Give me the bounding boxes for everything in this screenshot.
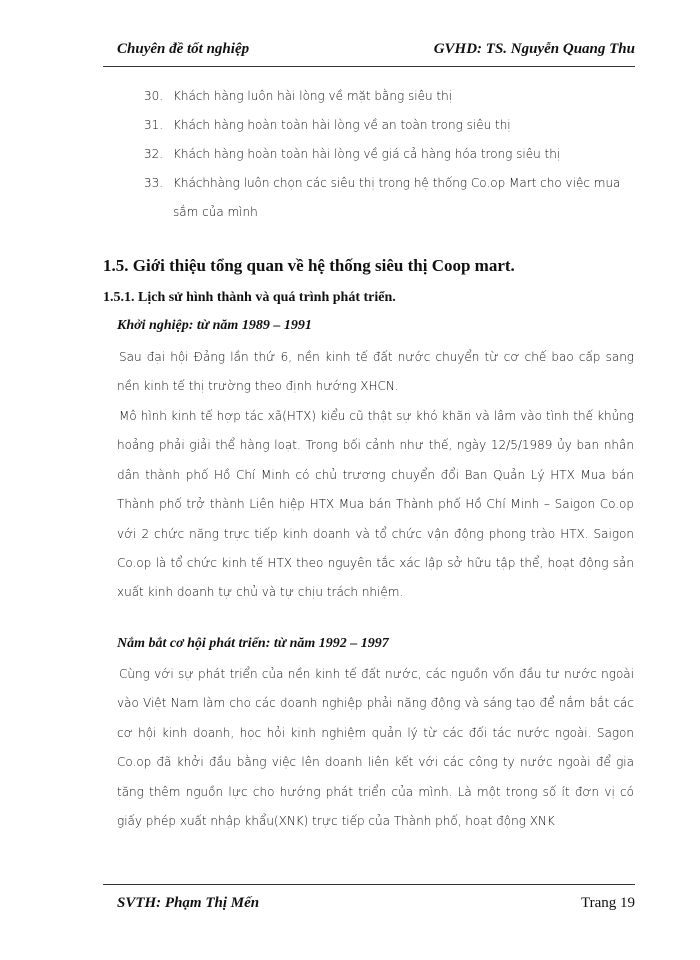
list-item-number: 33.	[144, 176, 164, 190]
list-item	[144, 140, 644, 169]
period1-paragraph-1: Sau đại hội Đảng lần thứ 6, nền kinh tế đất nước chuyển từ cơ chế bao cấp sang nền kinh tế thị trường theo định hướng XHCN.	[117, 350, 634, 394]
period2-title: Nắm bắt cơ hội phát triển: từ năm 1992 – 1997	[117, 636, 389, 651]
list-item-number: 31.	[144, 118, 164, 132]
period1-title: Khởi nghiệp: từ năm 1989 – 1991	[117, 318, 312, 333]
page-header	[103, 32, 635, 67]
subsection-heading: 1.5.1. Lịch sử hình thành và quá trình phát triển.	[103, 290, 396, 305]
list-item-number: 30.	[144, 89, 164, 103]
header-supervisor: GVHD: TS. Nguyễn Quang Thu	[433, 41, 635, 57]
page-number: Trang 19	[580, 895, 635, 911]
page-footer	[103, 884, 635, 911]
list-item	[144, 111, 644, 140]
list-item-number: 32.	[144, 147, 164, 161]
list-item-text: Khách hàng luôn hài lòng về mặt bằng siêu thị	[173, 89, 453, 103]
footer-student: SVTH: Phạm Thị Mến	[117, 895, 260, 911]
list-item-text: Khách hàng hoàn toàn hài lòng về giá cả hàng hóa trong siêu thị	[173, 147, 561, 161]
list-item	[144, 169, 644, 227]
list-item-text: Kháchhàng luôn chọn các siêu thị trong hệ thống Co.op Mart cho việc mua sắm của mình	[173, 176, 621, 219]
list-item-text: Khách hàng hoàn toàn hài lòng về an toàn trong siêu thị	[173, 118, 511, 132]
section-heading: 1.5. Giới thiệu tổng quan về hệ thống siêu thị Coop mart.	[103, 256, 515, 275]
list-item	[144, 82, 644, 111]
header-title: Chuyên đề tốt nghiệp	[117, 41, 250, 57]
period2-paragraph-1: Cùng với sự phát triển của nền kinh tế đất nước, các nguồn vốn đầu tư nước ngoài vào Việt Nam làm cho các doanh nghiệp phải năng động và sáng tạo để nắm bắt các cơ hội kinh doanh, học hỏi kinh nghiệm quản lý từ các đối tác nước ngoài. Sagon Co.op đã khởi đầu bằng việc lên doanh liên kết với các công ty nước ngoài để gia tăng thêm nguồn lực cho hướng phát triển của mình. Là một trong số ít đơn vị có giấy phép xuất nhập khẩu(XNK) trực tiếp của Thành phố, hoạt động XNK	[117, 667, 634, 829]
criteria-list	[144, 82, 644, 227]
period1-paragraph-2: Mô hình kinh tế hợp tác xã(HTX) kiểu cũ thật sự khó khăn và lâm vào tình thế khủng hoảng phải giải thể hàng loạt. Trong bối cảnh như thế, ngày 12/5/1989 ủy ban nhân dân thành phố Hồ Chí Minh có chủ trương chuyển đổi Ban Quản Lý HTX Mua bán Thành phố trở thành Liên hiệp HTX Mua bán Thành phố Hồ Chí Minh – Saigon Co.op với 2 chức năng trực tiếp kinh doanh và tổ chức vận động phong trào HTX. Saigon Co.op là tổ chức kinh tế HTX theo nguyên tắc xác lập sở hữu tập thể, hoạt động sản xuất kinh doanh tự chủ và tự chịu trách nhiệm.	[117, 409, 634, 600]
